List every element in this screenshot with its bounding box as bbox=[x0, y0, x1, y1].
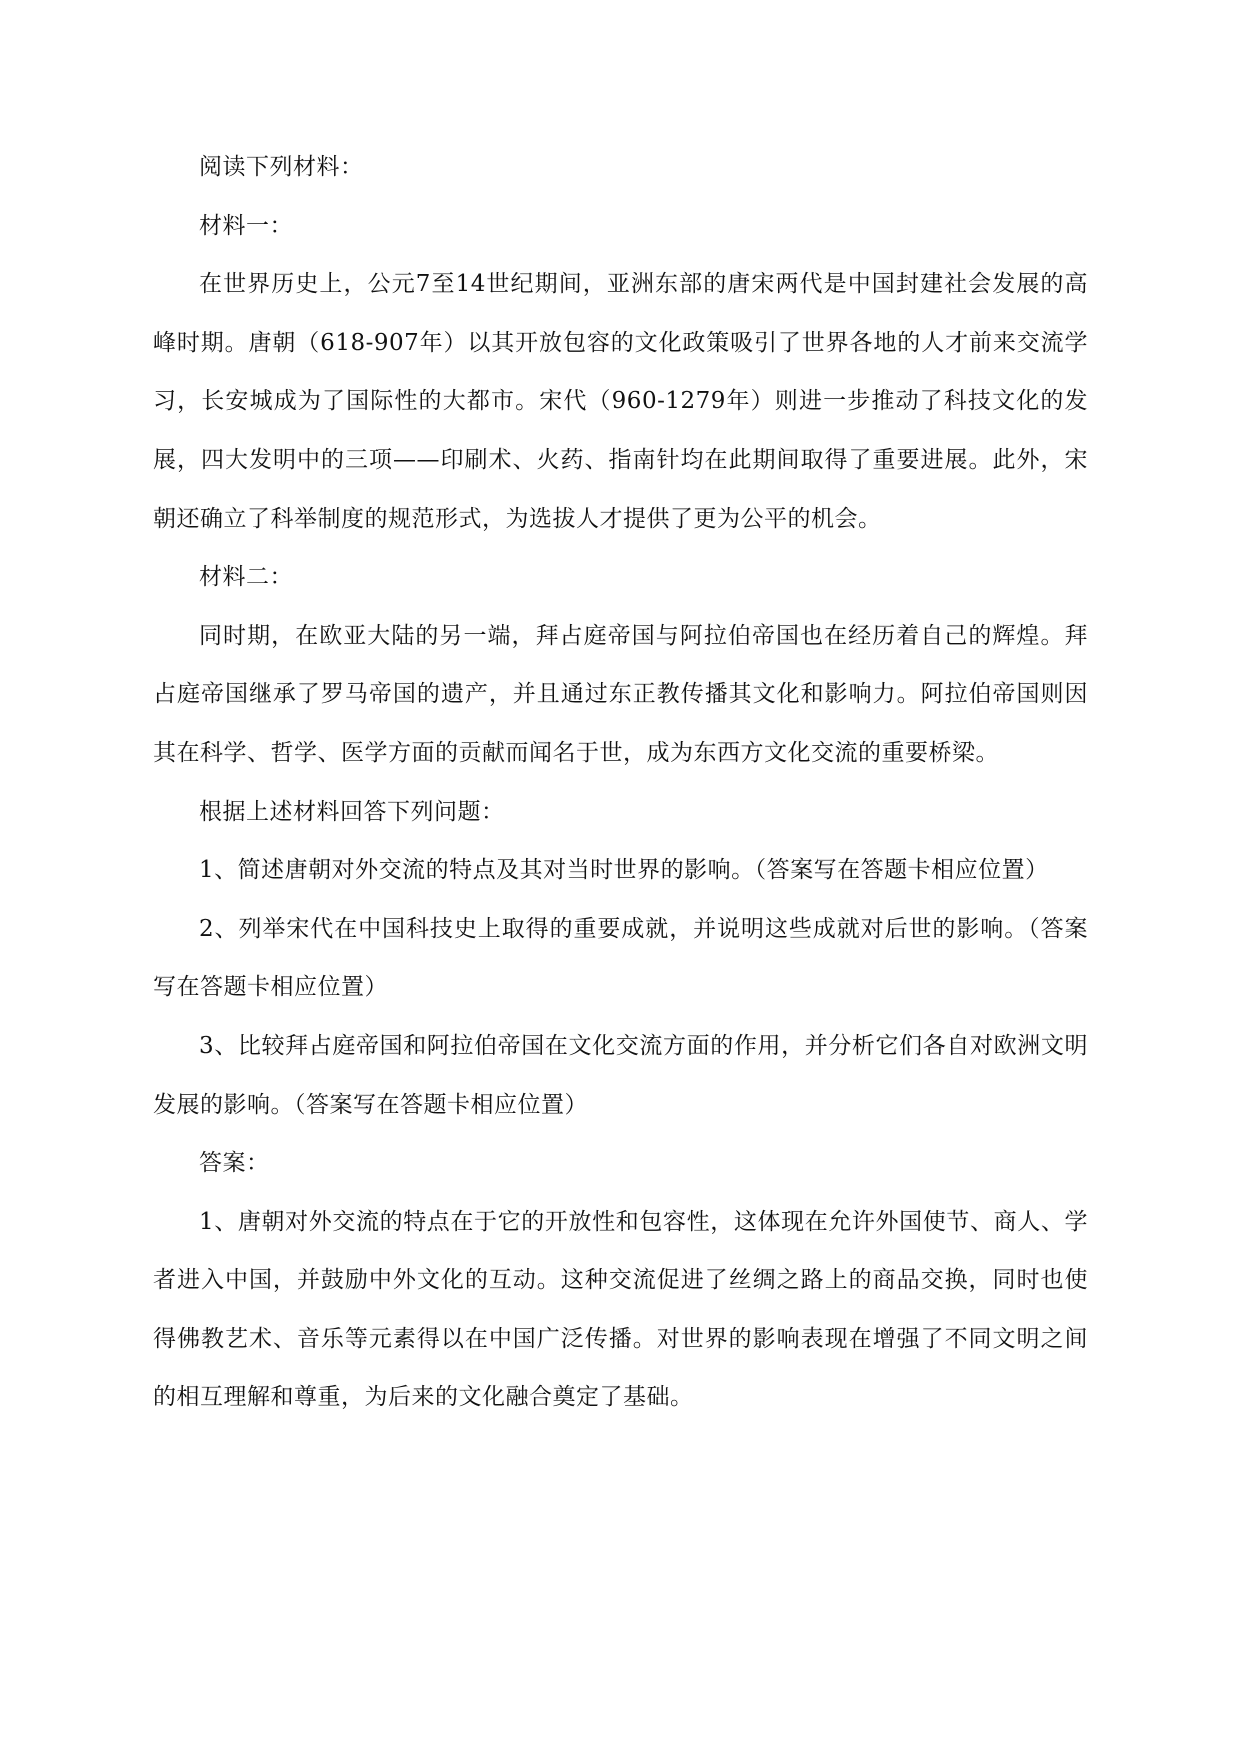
question-1: 1、简述唐朝对外交流的特点及其对当时世界的影响。（答案写在答题卡相应位置） bbox=[199, 857, 1049, 884]
material1-heading: 材料一： bbox=[199, 212, 293, 239]
material1-paragraph: 在世界历史上，公元7至14世纪期间，亚洲东部的唐宋两代是中国封建社会发展的高峰时期。唐朝（618-907年）以其开放包容的文化政策吸引了世界各地的人才前来交流学习，长安城成为了国际性的大都市。宋代（960-1279年）则进一步推动了科技文化的发展，四大发明中的三项——印刷术、火药、指南针均在此期间取得了重要进展。此外，宋朝还确立了科举制度的规范形式，为选拔人才提供了更为公平的机会。 bbox=[153, 271, 1088, 532]
material2-heading: 材料二： bbox=[199, 564, 293, 591]
intro-line: 阅读下列材料： bbox=[199, 154, 364, 180]
question-2: 2、列举宋代在中国科技史上取得的重要成就，并说明这些成就对后世的影响。（答案写在答题卡相应位置） bbox=[153, 915, 1088, 1001]
questions-intro: 根据上述材料回答下列问题： bbox=[199, 798, 505, 825]
document-body bbox=[153, 138, 1088, 1427]
answers-heading: 答案： bbox=[199, 1150, 270, 1177]
material2-paragraph: 同时期，在欧亚大陆的另一端，拜占庭帝国与阿拉伯帝国也在经历着自己的辉煌。拜占庭帝国继承了罗马帝国的遗产，并且通过东正教传播其文化和影响力。阿拉伯帝国则因其在科学、哲学、医学方面的贡献而闻名于世，成为东西方文化交流的重要桥梁。 bbox=[153, 622, 1088, 766]
question-3: 3、比较拜占庭帝国和阿拉伯帝国在文化交流方面的作用，并分析它们各自对欧洲文明发展的影响。（答案写在答题卡相应位置） bbox=[153, 1032, 1088, 1118]
answer-1: 1、唐朝对外交流的特点在于它的开放性和包容性，这体现在允许外国使节、商人、学者进入中国，并鼓励中外文化的互动。这种交流促进了丝绸之路上的商品交换，同时也使得佛教艺术、音乐等元素得以在中国广泛传播。对世界的影响表现在增强了不同文明之间的相互理解和尊重，为后来的文化融合奠定了基础。 bbox=[153, 1208, 1088, 1411]
